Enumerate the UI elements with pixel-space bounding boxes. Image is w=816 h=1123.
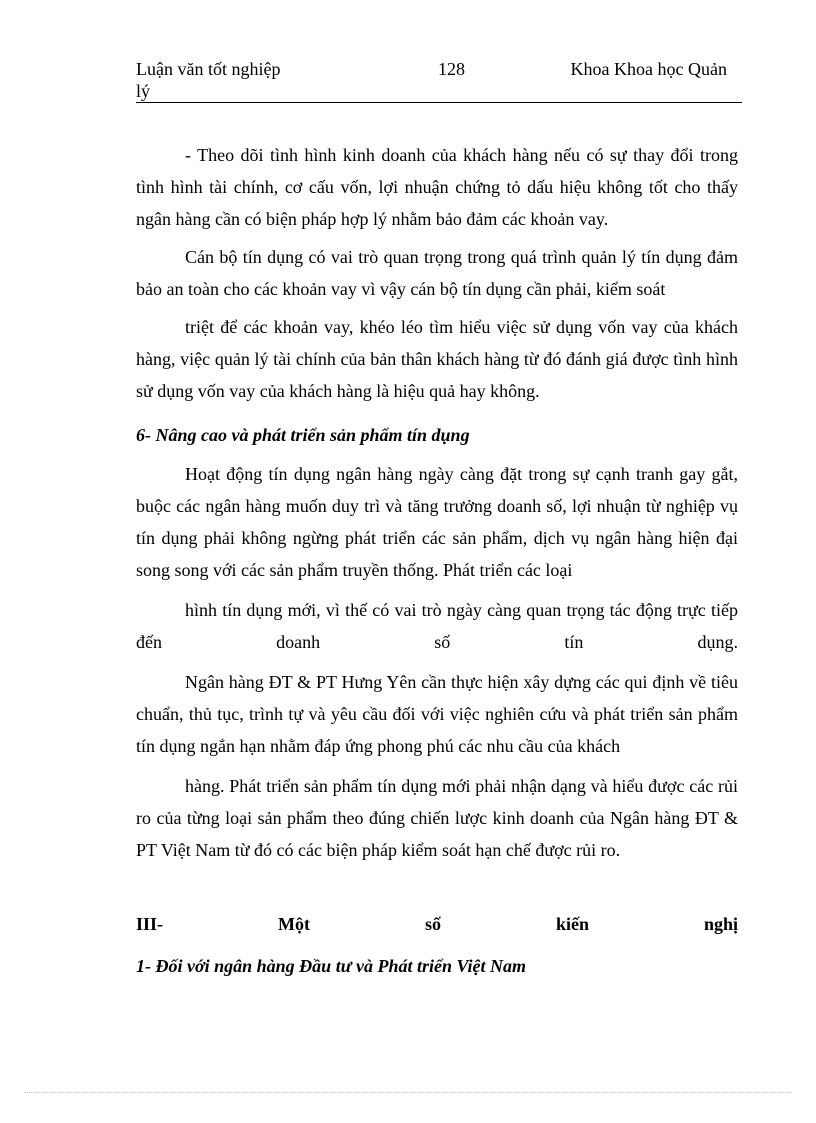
paragraph-hung-yen [136,666,738,762]
section-heading-6 [136,419,738,451]
paragraph-risk [136,770,738,866]
paragraph-text: triệt để các khoản vay, khéo léo tìm hiểu việc sử dụng vốn vay của khách hàng, việc quản lý tài chính của bản thân khách hàng từ đó đánh giá được tình hình sử dụng vốn vay của khách hàng là hiệu quả hay không. [136,317,738,401]
paragraph-text: Hoạt động tín dụng ngân hàng ngày càng đặt trong sự cạnh tranh gay gắt, buộc các ngân hàng muốn duy trì và tăng trưởng doanh số, lợi nhuận từ nghiệp vụ tín dụng phải không ngừng phát triển các sản phẩm, dịch vụ ngân hàng hiện đại song song với các sản phẩm truyền thống. Phát triển các loại [136,464,738,580]
paragraph-text: Ngân hàng ĐT & PT Hưng Yên cần thực hiện xây dựng các qui định về tiêu chuẩn, thủ tục, trình tự và yêu cầu đối với việc nghiên cứu và phát triển sản phẩm tín dụng ngắn hạn nhằm đáp ứng phong phú các nhu cầu của khách [136,672,738,756]
page-header [136,58,742,103]
section-heading-3 [136,908,738,940]
heading-text: III- Một số kiến nghị [136,914,738,934]
paragraph-text: hàng. Phát triển sản phẩm tín dụng mới phải nhận dạng và hiểu được các rủi ro của từng loại sản phẩm theo đúng chiến lược kinh doanh của Ngân hàng ĐT & PT Việt Nam từ đó có các biện pháp kiểm soát hạn chế được rủi ro. [136,776,738,860]
section-heading-1 [136,950,738,982]
header-faculty-wrap: lý [136,81,151,101]
header-page-number: 128 [438,59,465,79]
paragraph-text: - Theo dõi tình hình kinh doanh của khách hàng nếu có sự thay đổi trong tình hình tài chính, cơ cấu vốn, lợi nhuận chứng tỏ dấu hiệu không tốt cho thấy ngân hàng cần có biện pháp hợp lý nhằm bảo đảm các khoản vay. [136,145,738,229]
heading-text: 1- Đối với ngân hàng Đầu tư và Phát triển Việt Nam [136,956,526,976]
header-thesis-title: Luận văn tốt nghiệp [136,59,281,79]
paragraph-control [136,311,738,407]
paragraph-competition [136,458,738,586]
paragraph-new-credit [136,594,738,658]
page-bottom-divider [24,1092,792,1093]
paragraph-monitoring [136,139,738,235]
paragraph-text: hình tín dụng mới, vì thế có vai trò ngày càng quan trọng tác động trực tiếp đến doanh số tín dụng. [136,600,738,652]
header-faculty: Khoa Khoa học Quản [570,59,727,79]
heading-text: 6- Nâng cao và phát triển sản phẩm tín dụng [136,425,470,445]
paragraph-text: Cán bộ tín dụng có vai trò quan trọng trong quá trình quản lý tín dụng đảm bảo an toàn cho các khoản vay vì vậy cán bộ tín dụng cần phải, kiểm soát [136,247,738,299]
paragraph-credit-officer [136,241,738,305]
